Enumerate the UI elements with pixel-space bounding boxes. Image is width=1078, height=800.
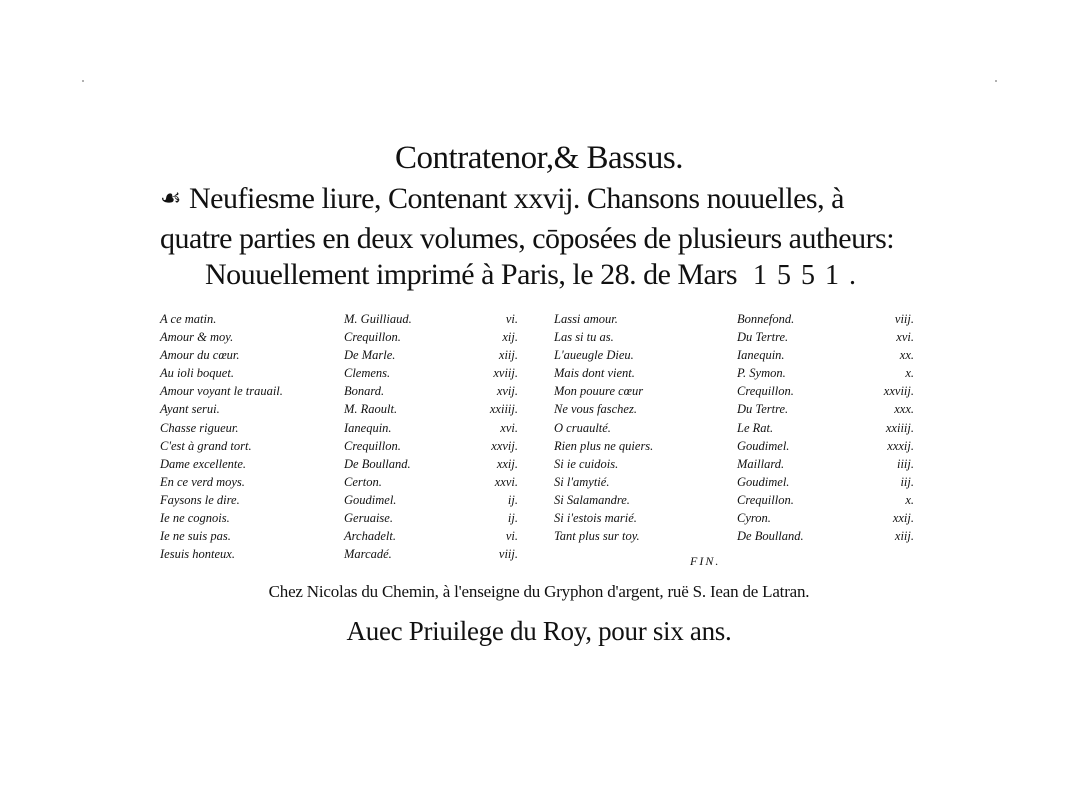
composer-name: Bonnefond. — [737, 312, 795, 326]
song-number: xij. — [502, 330, 518, 345]
composer-name: De Marle. — [344, 348, 396, 363]
composer-name: Du Tertre. — [737, 402, 789, 417]
song-title: Ne vous faschez. — [554, 402, 637, 417]
song-number: xxiiij. — [885, 420, 914, 435]
song-number: ij. — [507, 492, 518, 507]
song-number: xvi. — [500, 420, 518, 435]
heading-text-1: Neufiesme liure, Contenant xxvij. Chansons nouuelles, à — [189, 182, 844, 215]
contents-table — [0, 310, 1078, 580]
song-number: xxviij. — [883, 384, 914, 399]
song-number: iiij. — [896, 456, 914, 471]
song-number: xxij. — [496, 456, 518, 471]
song-title: Las si tu as. — [554, 330, 614, 345]
composer-name: Goudimel. — [737, 474, 790, 489]
composer-name: Archadelt. — [344, 529, 396, 544]
year: 1551. — [753, 260, 867, 291]
left-numbers-column — [470, 310, 518, 563]
song-number: xxxij. — [887, 438, 914, 453]
song-title: Iesuis honteux. — [160, 547, 235, 562]
right-titles-column — [554, 310, 653, 545]
composer-name: Crequillon. — [344, 330, 401, 345]
scan-speck — [82, 80, 84, 82]
song-title: Ie ne suis pas. — [160, 529, 231, 544]
song-title: A ce matin. — [160, 312, 217, 326]
fleuron-icon: ☙ — [160, 186, 182, 212]
song-number: xvij. — [496, 384, 518, 399]
song-title: Faysons le dire. — [160, 492, 240, 507]
composer-name: De Boulland. — [737, 529, 804, 544]
heading-line-1 — [160, 182, 844, 216]
scan-speck — [995, 80, 997, 82]
composer-name: Du Tertre. — [737, 330, 789, 345]
composer-name: De Boulland. — [344, 456, 411, 471]
heading-text-3: Nouuellement imprimé à Paris, le 28. de Mars — [205, 258, 738, 291]
song-number: vi. — [505, 312, 518, 326]
composer-name: Goudimel. — [737, 438, 790, 453]
song-title: Chasse rigueur. — [160, 420, 239, 435]
imprint-line: Chez Nicolas du Chemin, à l'enseigne du Gryphon d'argent, ruë S. Iean de Latran. — [268, 582, 810, 601]
heading-line-3 — [205, 258, 866, 292]
song-number: xxiiij. — [489, 402, 518, 417]
composer-name: Le Rat. — [737, 420, 774, 435]
composer-name: Cyron. — [737, 511, 771, 526]
composer-name: P. Symon. — [737, 366, 786, 381]
composer-name: Certon. — [344, 474, 382, 489]
composer-name: M. Raoult. — [344, 402, 398, 417]
song-title: Lassi amour. — [554, 312, 618, 326]
composer-name: Clemens. — [344, 366, 391, 381]
song-title: Si i'estois marié. — [554, 511, 637, 526]
composer-name: Bonard. — [344, 384, 385, 399]
song-title: Mais dont vient. — [554, 366, 635, 381]
composer-name: Ianequin. — [737, 348, 785, 363]
heading-line-2: quatre parties en deux volumes, cōposées de plusieurs autheurs: — [160, 222, 895, 255]
song-title: L'aueugle Dieu. — [554, 348, 634, 363]
part-title: Contratenor,& Bassus. — [395, 140, 683, 176]
song-title: Rien plus ne quiers. — [554, 438, 654, 453]
composer-name: Geruaise. — [344, 511, 393, 526]
right-numbers-column — [860, 310, 914, 545]
song-number: xxvi. — [494, 474, 518, 489]
composer-name: M. Guilliaud. — [344, 312, 412, 326]
song-number: xviij. — [493, 366, 518, 381]
song-number: xxvij. — [491, 438, 518, 453]
song-title: Amour & moy. — [160, 330, 234, 345]
left-titles-column — [160, 310, 283, 563]
song-title: Dame excellente. — [160, 456, 247, 471]
composer-name: Marcadé. — [344, 547, 392, 562]
composer-name: Crequillon. — [344, 438, 401, 453]
composer-name: Crequillon. — [737, 384, 794, 399]
song-title: Amour du cœur. — [160, 348, 240, 363]
song-number: viij. — [894, 312, 914, 326]
song-number: xx. — [899, 348, 914, 363]
song-title: Amour voyant le trauail. — [160, 384, 283, 399]
song-title: C'est à grand tort. — [160, 438, 252, 453]
song-title: Si ie cuidois. — [554, 456, 619, 471]
song-number: viij. — [498, 547, 518, 562]
song-number: xxij. — [892, 511, 914, 526]
song-number: xxx. — [894, 402, 914, 417]
privilege-line: Auec Priuilege du Roy, pour six ans. — [346, 616, 732, 646]
composer-name: Crequillon. — [737, 492, 794, 507]
song-title: En ce verd moys. — [160, 474, 245, 489]
song-title: Ie ne cognois. — [160, 511, 230, 526]
left-composers-column — [344, 310, 412, 563]
song-title: Si Salamandre. — [554, 492, 630, 507]
song-title: Si l'amytié. — [554, 474, 610, 489]
song-number: iij. — [900, 474, 914, 489]
composer-name: Ianequin. — [344, 420, 392, 435]
song-title: O cruaulté. — [554, 420, 611, 435]
song-number: xiij. — [498, 348, 518, 363]
song-number: xvi. — [896, 330, 914, 345]
song-number: xiij. — [894, 529, 914, 544]
song-number: x. — [905, 366, 914, 381]
song-title: Tant plus sur toy. — [554, 529, 640, 544]
song-number: x. — [905, 492, 914, 507]
song-number: vi. — [505, 529, 518, 544]
composer-name: Goudimel. — [344, 492, 397, 507]
song-title: Mon pouure cœur — [554, 384, 644, 399]
song-number: ij. — [507, 511, 518, 526]
right-composers-column — [737, 310, 804, 545]
composer-name: Maillard. — [737, 456, 785, 471]
song-title: Ayant serui. — [160, 402, 220, 417]
song-title: Au ioli boquet. — [160, 366, 234, 381]
fin-mark: FIN. — [690, 554, 721, 568]
